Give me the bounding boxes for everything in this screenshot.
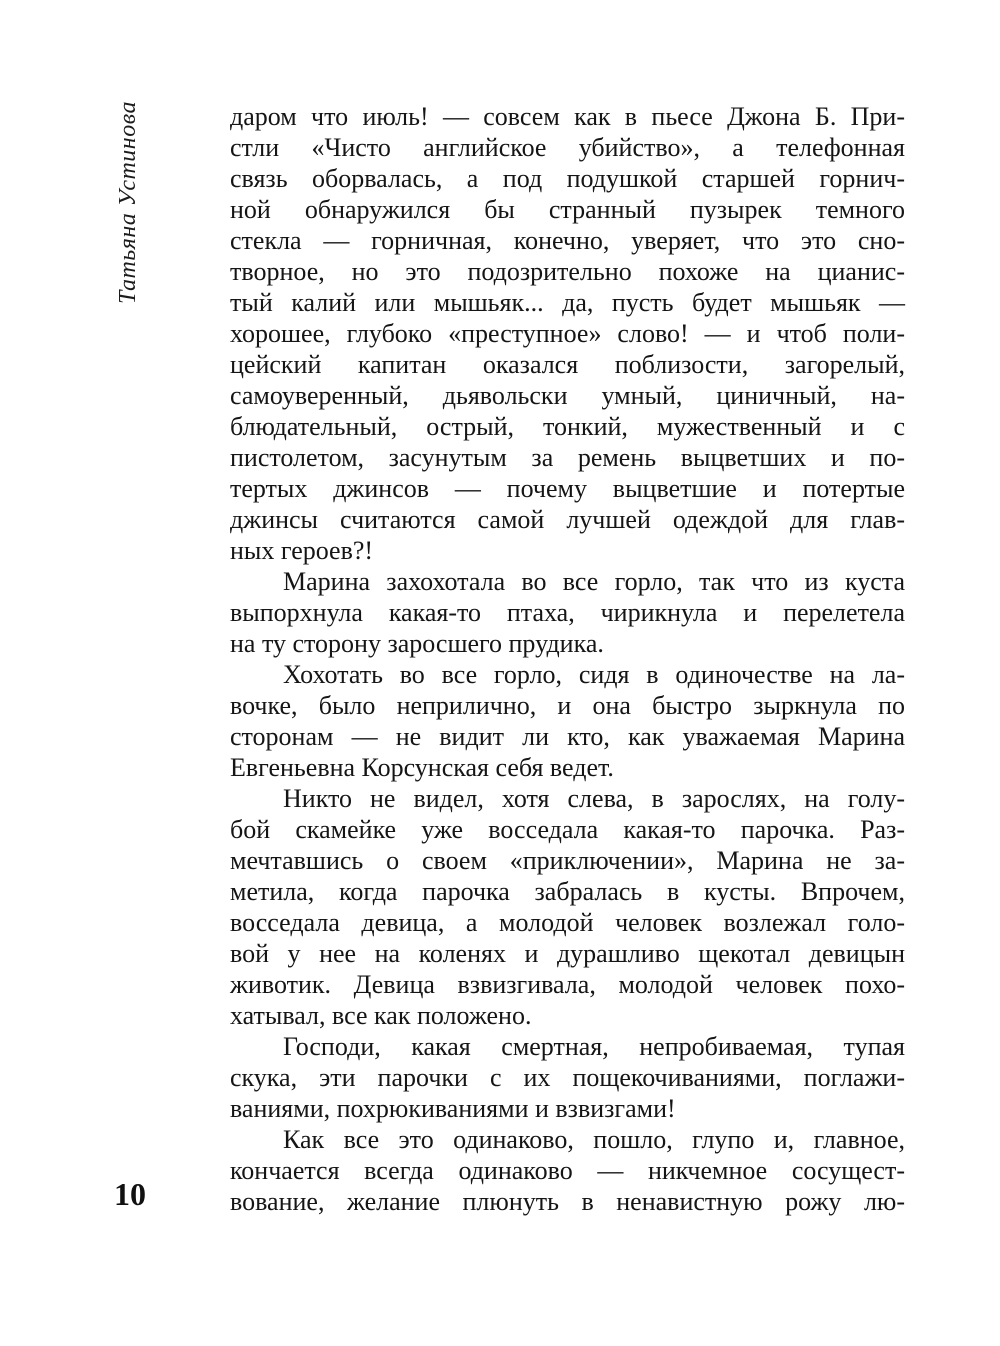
text-line: выпорхнула какая-то птаха, чирикнула и перелетела: [230, 598, 905, 627]
text-line: вой у нее на коленях и дурашливо щекотал девицын: [230, 939, 905, 968]
text-line: самоуверенный, дьявольски умный, циничный, на-: [230, 381, 905, 410]
text-line: животик. Девица взвизгивала, молодой человек похо-: [230, 970, 905, 999]
text-line: тертых джинсов — почему выцветшие и потертые: [230, 474, 905, 503]
text-line: ной обнаружился бы странный пузырек темного: [230, 195, 905, 224]
text-line: на ту сторону заросшего прудика.: [230, 629, 604, 658]
text-line: бой скамейке уже восседала какая-то парочка. Раз-: [230, 815, 905, 844]
text-line: вочке, было неприлично, и она быстро зыркнула по: [230, 691, 905, 720]
text-line: сторонам — не видит ли кто, как уважаемая Марина: [230, 722, 905, 751]
text-line: метила, когда парочка забралась в кусты. Впрочем,: [230, 877, 905, 906]
text-line: творное, но это подозрительно похоже на цианис-: [230, 257, 905, 286]
text-line: хатывал, все как положено.: [230, 1001, 532, 1030]
text-line: Евгеньевна Корсунская себя ведет.: [230, 753, 614, 782]
page-number: 10: [114, 1176, 146, 1212]
text-line: даром что июль! — совсем как в пьесе Джона Б. При-: [230, 102, 905, 131]
text-line: Марина захохотала во все горло, так что из куста: [283, 567, 905, 596]
text-line: пистолетом, засунутым за ремень выцветших и по-: [230, 443, 905, 472]
text-line: стли «Чисто английское убийство», а телефонная: [230, 133, 905, 162]
text-line: тый калий или мышьяк... да, пусть будет мышьяк —: [230, 288, 905, 317]
text-line: Господи, какая смертная, непробиваемая, тупая: [283, 1032, 905, 1061]
text-line: Хохотать во все горло, сидя в одиночестве на ла-: [283, 660, 905, 689]
text-line: ных героев?!: [230, 536, 374, 565]
text-line: связь оборвалась, а под подушкой старшей горнич-: [230, 164, 905, 193]
text-line: вование, желание плюнуть в ненавистную рожу лю-: [230, 1187, 905, 1216]
author-sidebar-vertical-text: Татьяна Устинова: [115, 101, 141, 304]
text-line: стекла — горничная, конечно, уверяет, что это сно-: [230, 226, 905, 255]
text-line: Никто не видел, хотя слева, в зарослях, на голу-: [283, 784, 905, 813]
text-line: хорошее, глубоко «преступное» слово! — и чтоб поли-: [230, 319, 905, 348]
text-line: джинсы считаются самой лучшей одеждой для глав-: [230, 505, 905, 534]
text-line: восседала девица, а молодой человек возлежал голо-: [230, 908, 905, 937]
text-line: кончается всегда одинаково — никчемное сосущест-: [230, 1156, 905, 1185]
text-line: скука, эти парочки с их пощекочиваниями, поглажи-: [230, 1063, 905, 1092]
text-line: мечтавшись о своем «приключении», Марина не за-: [230, 846, 905, 875]
text-column: [230, 101, 905, 1217]
text-line: блюдательный, острый, тонкий, мужественный и с: [230, 412, 905, 441]
text-line: Как все это одинаково, пошло, глупо и, главное,: [283, 1125, 905, 1154]
text-line: цейский капитан оказался поблизости, загорелый,: [230, 350, 905, 379]
text-line: ваниями, похрюкиваниями и взвизгами!: [230, 1094, 676, 1123]
